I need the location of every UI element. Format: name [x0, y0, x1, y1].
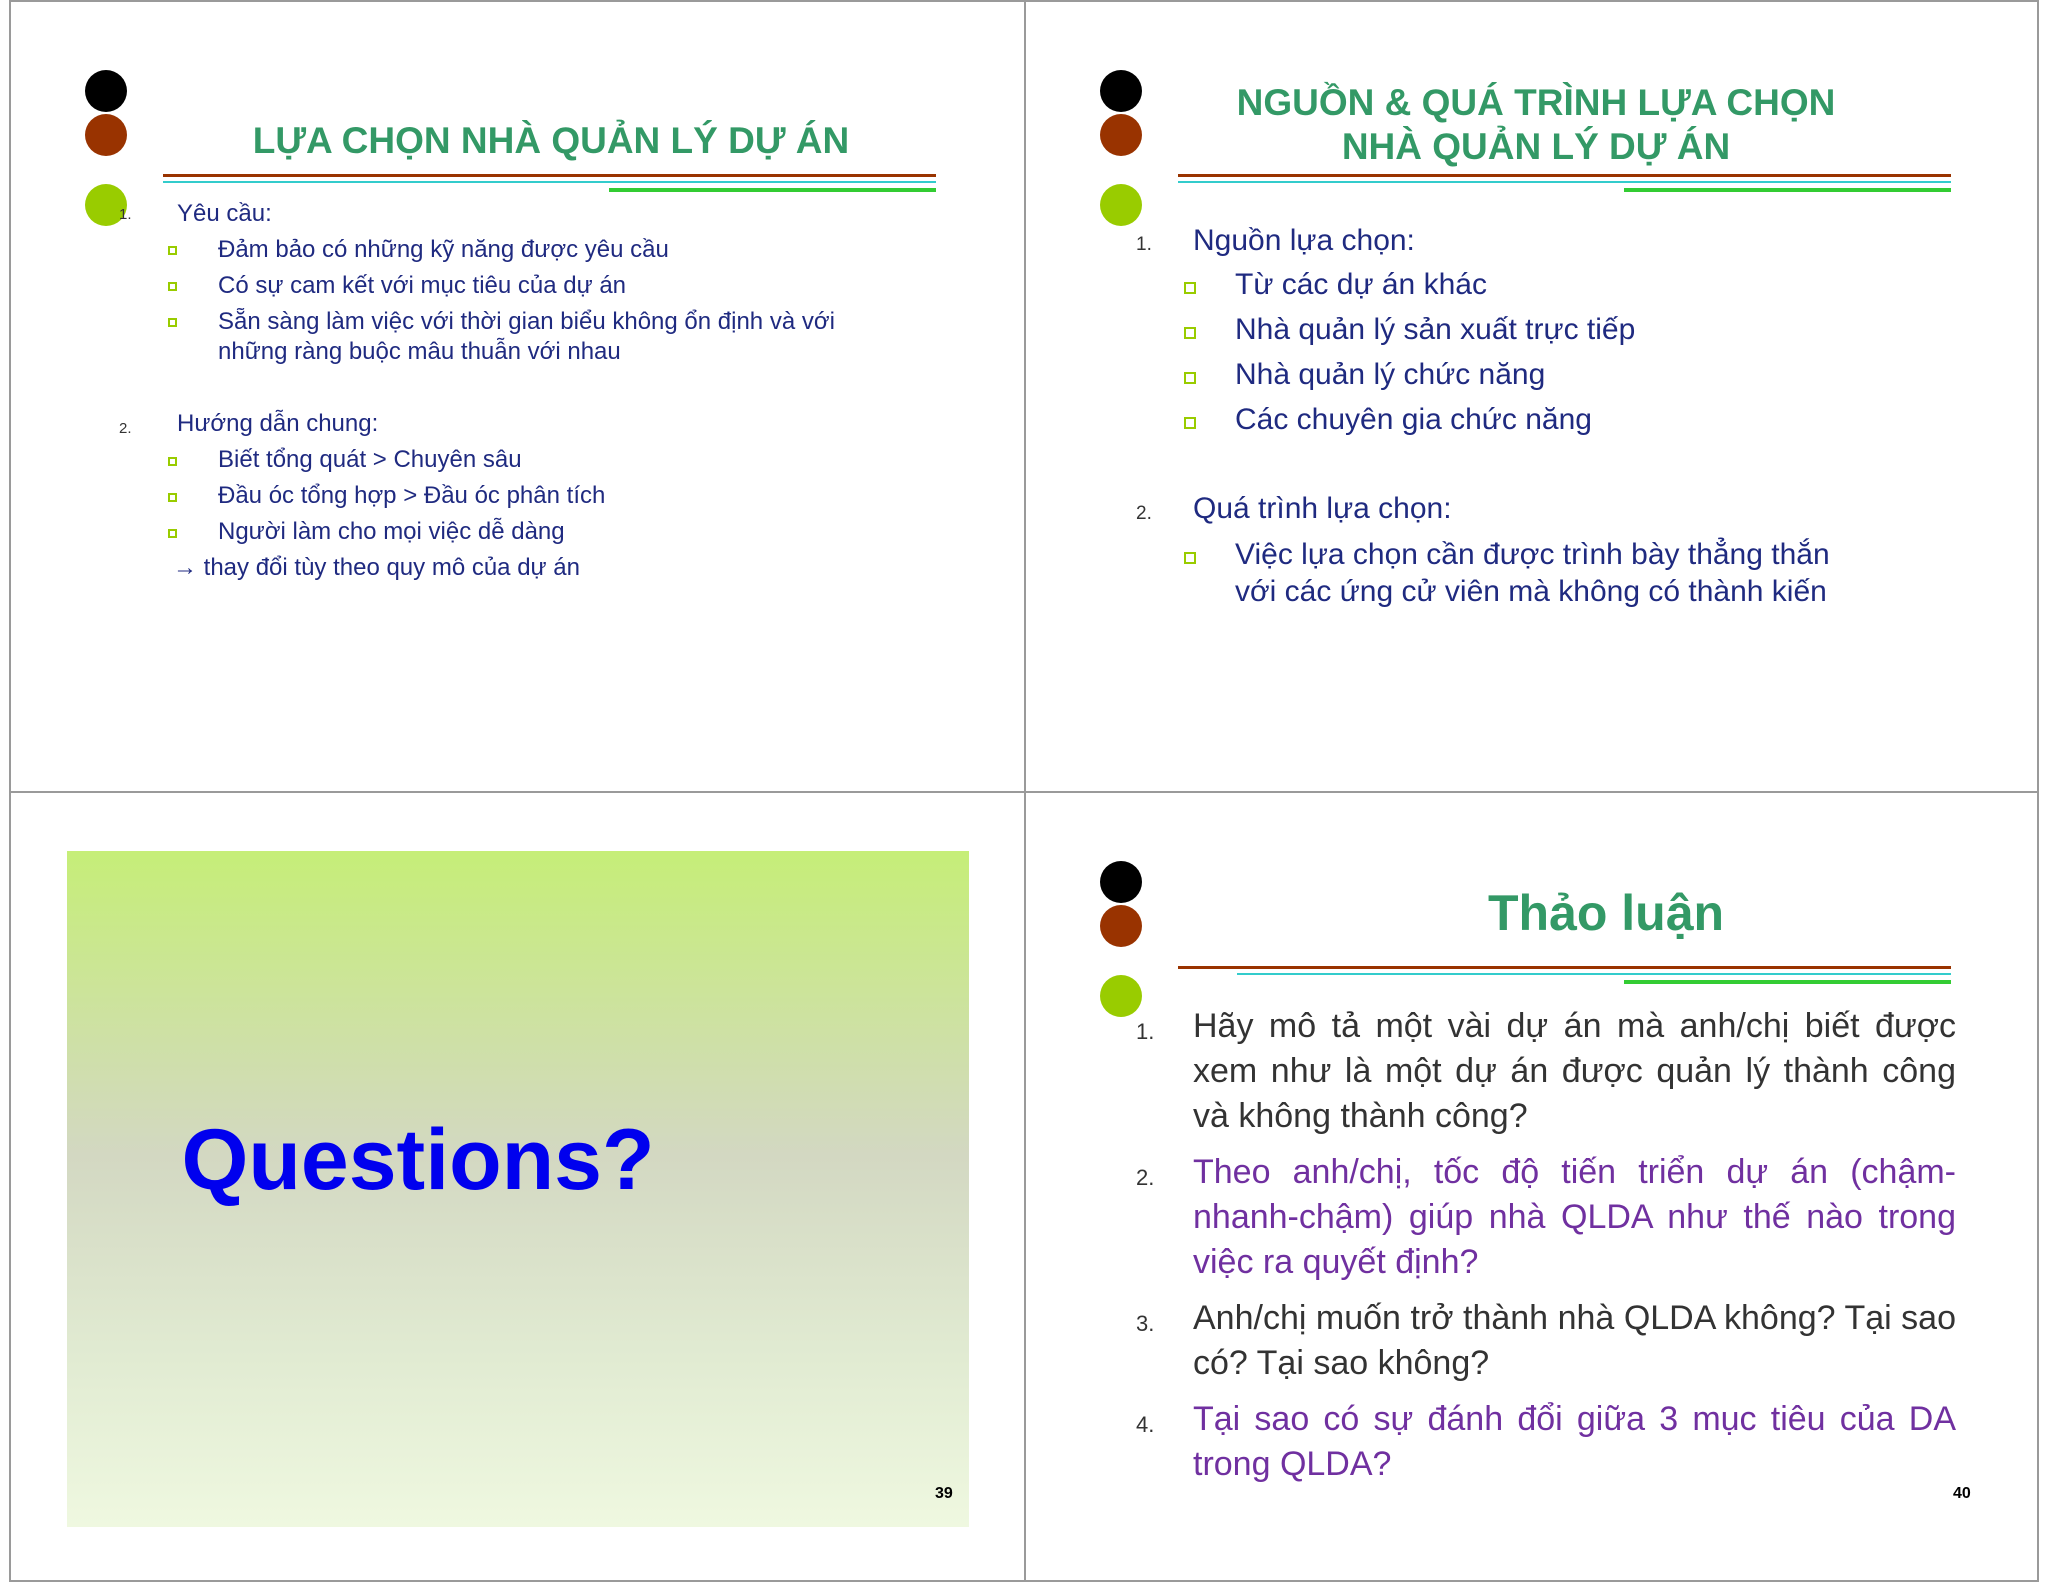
section-number: 1. — [119, 206, 132, 223]
title-rule-green — [1624, 980, 1951, 984]
decor-dot-green — [1100, 184, 1142, 226]
bullet-text: Nhà quản lý sản xuất trực tiếp — [1235, 313, 1636, 346]
slide-title-line-1: NGUỒN & QUÁ TRÌNH LỰA CHỌN — [1236, 82, 1836, 123]
slide-sources-and-selection-process — [1026, 2, 2046, 788]
decor-dot-brown — [1100, 114, 1142, 156]
bullet-icon — [168, 246, 177, 255]
bullet-icon — [168, 529, 177, 538]
bullet-text: Đầu óc tổng hợp > Đầu óc phân tích — [218, 482, 606, 509]
section-heading: Hướng dẫn chung: — [177, 410, 379, 437]
discussion-item-1: Hãy mô tả một vài dự án mà anh/chị biết được xem như là một dự án được quản lý thành công và không thành công? — [1193, 1007, 1956, 1135]
bullet-icon — [168, 282, 177, 291]
questions-heading: Questions? — [181, 1112, 655, 1208]
bullet-text: Biết tổng quát > Chuyên sâu — [218, 446, 522, 473]
bullet-icon — [1184, 417, 1196, 429]
title-rule-brown — [163, 174, 936, 177]
bullet-text-continued: với các ứng cử viên mà không có thành kiến — [1235, 575, 1827, 608]
slide-title: LỰA CHỌN NHÀ QUẢN LÝ DỰ ÁN — [252, 120, 850, 161]
bullet-icon — [168, 318, 177, 327]
title-rule-brown — [1178, 966, 1951, 969]
bullet-text-continued: những ràng buộc mâu thuẫn với nhau — [218, 338, 621, 365]
page-number: 40 — [1953, 1485, 1971, 1502]
section-heading: Nguồn lựa chọn: — [1193, 224, 1415, 257]
decor-dot-black — [1100, 861, 1142, 903]
slide-title-line-2: NHÀ QUẢN LÝ DỰ ÁN — [1341, 126, 1731, 167]
slide-discussion — [1026, 793, 2046, 1579]
bullet-text: Nhà quản lý chức năng — [1235, 358, 1546, 391]
decor-dot-green — [1100, 975, 1142, 1017]
section-heading: Quá trình lựa chọn: — [1193, 492, 1452, 525]
title-rule-green — [609, 188, 936, 192]
item-number: 1. — [1136, 1019, 1155, 1044]
decor-dot-brown — [85, 114, 127, 156]
bullet-icon — [1184, 327, 1196, 339]
section-number: 2. — [119, 420, 132, 437]
bullet-text: Sẵn sàng làm việc với thời gian biểu không ổn định và với — [218, 308, 835, 335]
title-rule-teal — [1237, 973, 1951, 975]
bullet-text: Đảm bảo có những kỹ năng được yêu cầu — [218, 236, 669, 263]
discussion-item-2: Theo anh/chị, tốc độ tiến triển dự án (chậm-nhanh-chậm) giúp nhà QLDA như thế nào trong việc ra quyết định? — [1193, 1153, 1956, 1281]
bullet-icon — [1184, 552, 1196, 564]
title-rule-brown — [1178, 174, 1951, 177]
decor-dot-black — [85, 70, 127, 112]
item-number: 2. — [1136, 1165, 1155, 1190]
bullet-icon — [168, 493, 177, 502]
item-number: 3. — [1136, 1311, 1155, 1336]
slide-selecting-project-manager — [11, 2, 1031, 788]
item-number: 4. — [1136, 1412, 1155, 1437]
title-rule-teal — [1178, 181, 1951, 183]
bullet-text: Từ các dự án khác — [1235, 268, 1487, 301]
bullet-icon — [1184, 372, 1196, 384]
bullet-text: Các chuyên gia chức năng — [1235, 403, 1592, 436]
slide-title: Thảo luận — [1487, 885, 1725, 941]
section-number: 2. — [1136, 503, 1152, 524]
bullet-icon — [1184, 282, 1196, 294]
decor-dot-brown — [1100, 905, 1142, 947]
page-number: 39 — [935, 1485, 953, 1502]
discussion-item-4: Tại sao có sự đánh đổi giữa 3 mục tiêu của DA trong QLDA? — [1193, 1400, 1956, 1483]
slide-questions — [67, 851, 969, 1527]
decor-dot-black — [1100, 70, 1142, 112]
bullet-text: Việc lựa chọn cần được trình bày thẳng thắn — [1235, 538, 1830, 571]
bullet-icon — [168, 457, 177, 466]
bullet-text: Có sự cam kết với mục tiêu của dự án — [218, 272, 627, 299]
title-rule-green — [1624, 188, 1951, 192]
note-arrow-text: → thay đổi tùy theo quy mô của dự án — [173, 554, 580, 581]
bullet-text: Người làm cho mọi việc dễ dàng — [218, 518, 565, 545]
discussion-item-3: Anh/chị muốn trở thành nhà QLDA không? Tại sao có? Tại sao không? — [1193, 1299, 1956, 1382]
section-number: 1. — [1136, 234, 1152, 255]
section-heading: Yêu cầu: — [177, 200, 272, 227]
title-rule-teal — [163, 181, 936, 183]
